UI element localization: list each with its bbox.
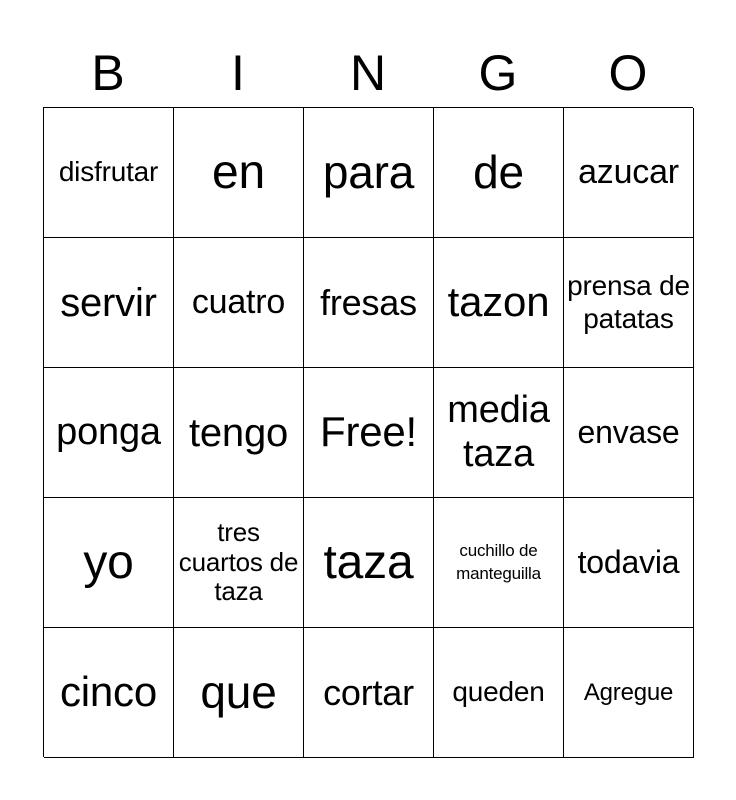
bingo-header [43,40,693,106]
cell-text: disfrutar [58,156,159,188]
bingo-cell[interactable] [434,108,564,238]
bingo-cell[interactable] [174,108,304,238]
cell-text: media taza [447,388,550,475]
header-letter-n: N [349,45,387,101]
cell-text: azucar [578,152,679,191]
cell-text: tengo [188,410,289,455]
cell-text: cuchillo de manteguilla [456,541,541,583]
bingo-cell[interactable] [174,368,304,498]
header-letter-g: G [478,45,518,101]
bingo-cell[interactable] [434,628,564,758]
cell-text: taza [323,535,414,589]
cell-text: fresas [320,281,417,323]
cell-text: yo [83,535,134,589]
cell-text: prensa de patatas [567,270,690,334]
header-letter-i: I [231,45,245,101]
bingo-cell[interactable] [44,498,174,628]
cell-text: tres cuartos de taza [178,516,299,607]
cell-text: envase [577,414,680,451]
cell-text: todavia [577,544,680,581]
cell-text: queden [452,676,545,708]
header-letter-o: O [608,45,648,101]
bingo-cell[interactable] [564,368,694,498]
free-space[interactable] [304,368,434,498]
bingo-grid [43,107,693,757]
cell-text: servir [60,280,157,325]
bingo-cell[interactable] [174,238,304,368]
bingo-cell[interactable] [44,368,174,498]
cell-text: cuatro [191,282,286,321]
header-letter-b: B [91,45,125,101]
bingo-cell[interactable] [44,238,174,368]
bingo-cell[interactable] [44,628,174,758]
cell-text: de [473,146,524,199]
cell-text: en [212,145,265,199]
bingo-cell[interactable] [434,368,564,498]
bingo-cell[interactable] [434,238,564,368]
bingo-cell[interactable] [174,628,304,758]
cell-text: que [200,666,277,719]
cell-text: ponga [56,410,161,453]
bingo-cell[interactable] [304,498,434,628]
bingo-cell[interactable] [174,498,304,628]
cell-text: Agregue [583,678,674,706]
cell-text: para [322,146,415,199]
bingo-cell[interactable] [564,238,694,368]
bingo-cell[interactable] [434,498,564,628]
free-space-text: Free! [319,408,418,456]
bingo-cell[interactable] [304,108,434,238]
bingo-cell[interactable] [564,628,694,758]
bingo-cell[interactable] [304,628,434,758]
cell-text: tazon [447,278,550,326]
bingo-cell[interactable] [304,238,434,368]
cell-text: cortar [323,671,414,713]
bingo-cell[interactable] [564,498,694,628]
bingo-cell[interactable] [44,108,174,238]
bingo-cell[interactable] [564,108,694,238]
cell-text: cinco [59,668,158,716]
